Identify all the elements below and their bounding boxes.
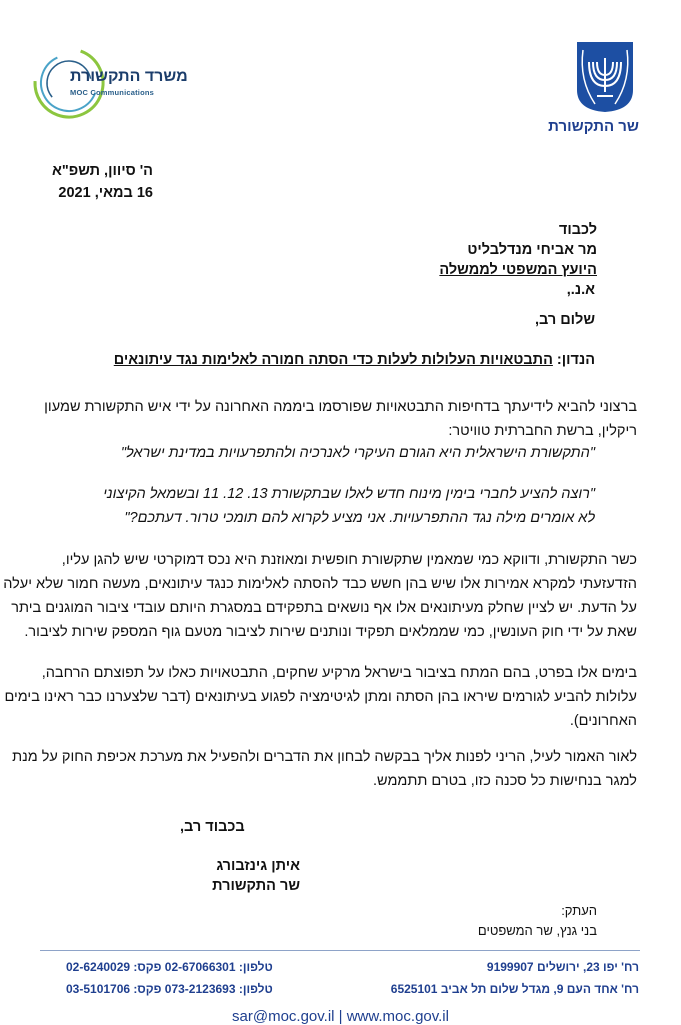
addressee-name: מר אביחי מנדלבליט	[467, 242, 597, 258]
letter-date	[52, 160, 153, 204]
subject-text: התבטאויות העלולות לעלות כדי הסתה חמורה לאלימות נגד עיתונאים	[113, 352, 553, 368]
quote-1: "התקשורת הישראלית היא הגורם העיקרי לאנרכיה ולהתפרעויות במדינת ישראל"	[120, 445, 595, 461]
quote-2	[35, 482, 595, 530]
footer-phone-telaviv: טלפון: 073-2123693 פקס: 03-5101706	[66, 982, 273, 996]
footer-addresses	[391, 956, 639, 1000]
quote-line: "רוצה להציע לחברי בימין מינוח חדש לאלו שבתקשורת 13. 12. 11 ובשמאל הקיצוני	[103, 486, 595, 502]
footer-address-jerusalem: רח' יפו 23, ירושלים 9199907	[486, 960, 639, 974]
date-gregorian: 16 במאי, 2021	[58, 185, 153, 201]
footer-address-telaviv: רח' אחד העם 9, מגדל שלום תל אביב 6525101	[390, 982, 639, 996]
paragraph-line: הזדעזעתי למקרא אמירות אלו שיש בהן חשש כבד להסתה לאלימות כנגד עיתונאים, מעשה חמור שלא יעלה	[3, 576, 637, 592]
office-logo-english: MOC Communications	[70, 88, 155, 97]
paragraph-line: לאור האמור לעיל, הריני לפנות אליך בבקשה לבחון את הדברים ולהפעיל את מערכת אכיפת החוק על מנת	[12, 749, 637, 765]
paragraph-line: כשר התקשורת, ודווקא כמי שמאמין שתקשורת חופשית ומאוזנת היא נכס דמוקרטי שיש להגן עליו,	[61, 552, 637, 568]
footer-phones	[66, 956, 273, 1000]
paragraph-line: ברצוני להביא לידיעתך בדחיפות התבטאויות שפורסמו ביממה האחרונה על ידי איש התקשורת שמעון	[44, 399, 637, 415]
paragraph-line: על הדעת. יש לציין שחלק מעיתונאים אלו אף נושאים בתפקידם במסגרת היותם עובדי ציבור המוגנים ביתר	[11, 600, 637, 616]
signatory-name: איתן גינזבורג	[216, 858, 300, 874]
greeting: שלום רב,	[534, 312, 595, 328]
paragraph-line: שאת על ידי חוק העונשין, כמי שממלאים תפקיד ונותנים שירות לציבור מטעם גוף המספק שירות לציבור.	[24, 624, 637, 640]
quote-line: לא אומרים מילה נגד ההתפרעויות. אני מציע לקרוא להם תומכי טרור. דעתכם?"	[124, 510, 595, 526]
date-hebrew: ה' סיוון, תשפ"א	[52, 163, 153, 179]
addressee-salutation: לכבוד	[558, 222, 597, 238]
footer-divider	[40, 950, 640, 951]
footer-contact-link[interactable]: sar@moc.gov.il | www.moc.gov.il	[232, 1008, 449, 1025]
signature-block	[190, 856, 300, 896]
paragraph-4	[12, 745, 637, 793]
closing: בכבוד רב,	[180, 819, 245, 835]
paragraph-line: בימים אלו בפרט, בהם המתח בציבור בישראל מרקיע שחקים, התבטאויות כאלו על תפוצתם הרחבה,	[41, 665, 637, 681]
paragraph-line: עלולות להביע לגורמים שיראו בהן הסתה ומתן לגיטימציה לפגוע בעיתונאים (דבר שלצערנו כבר ראינו בימים	[4, 689, 637, 705]
signatory-title: שר התקשורת	[212, 878, 300, 894]
paragraph-3	[4, 661, 637, 733]
subject-line	[114, 352, 595, 368]
cc-recipient: בני גנץ, שר המשפטים	[477, 923, 597, 938]
addressee-block	[439, 220, 597, 280]
initials: א.נ.,	[566, 282, 595, 298]
office-logo-hebrew: משרד התקשורת	[70, 68, 188, 85]
paragraph-2	[3, 548, 637, 644]
paragraph-line: האחרונים).	[569, 713, 637, 729]
cc-label: העתק:	[561, 903, 597, 918]
addressee-title: היועץ המשפטי לממשלה	[439, 262, 597, 278]
paragraph-line: ריקלין, ברשת החברתית טוויטר:	[448, 423, 637, 439]
footer-phone-jerusalem: טלפון: 02-67066301 פקס: 02-6240029	[66, 960, 273, 974]
subject-label: הנדון:	[556, 352, 595, 368]
paragraph-line: למגר בנחישות כל סכנה כזו, בטרם תתממש.	[372, 773, 637, 789]
ministry-title: שר התקשורת	[548, 118, 639, 135]
cc-block	[478, 901, 597, 941]
paragraph-1	[37, 395, 637, 443]
state-emblem-menorah-icon	[575, 40, 635, 114]
